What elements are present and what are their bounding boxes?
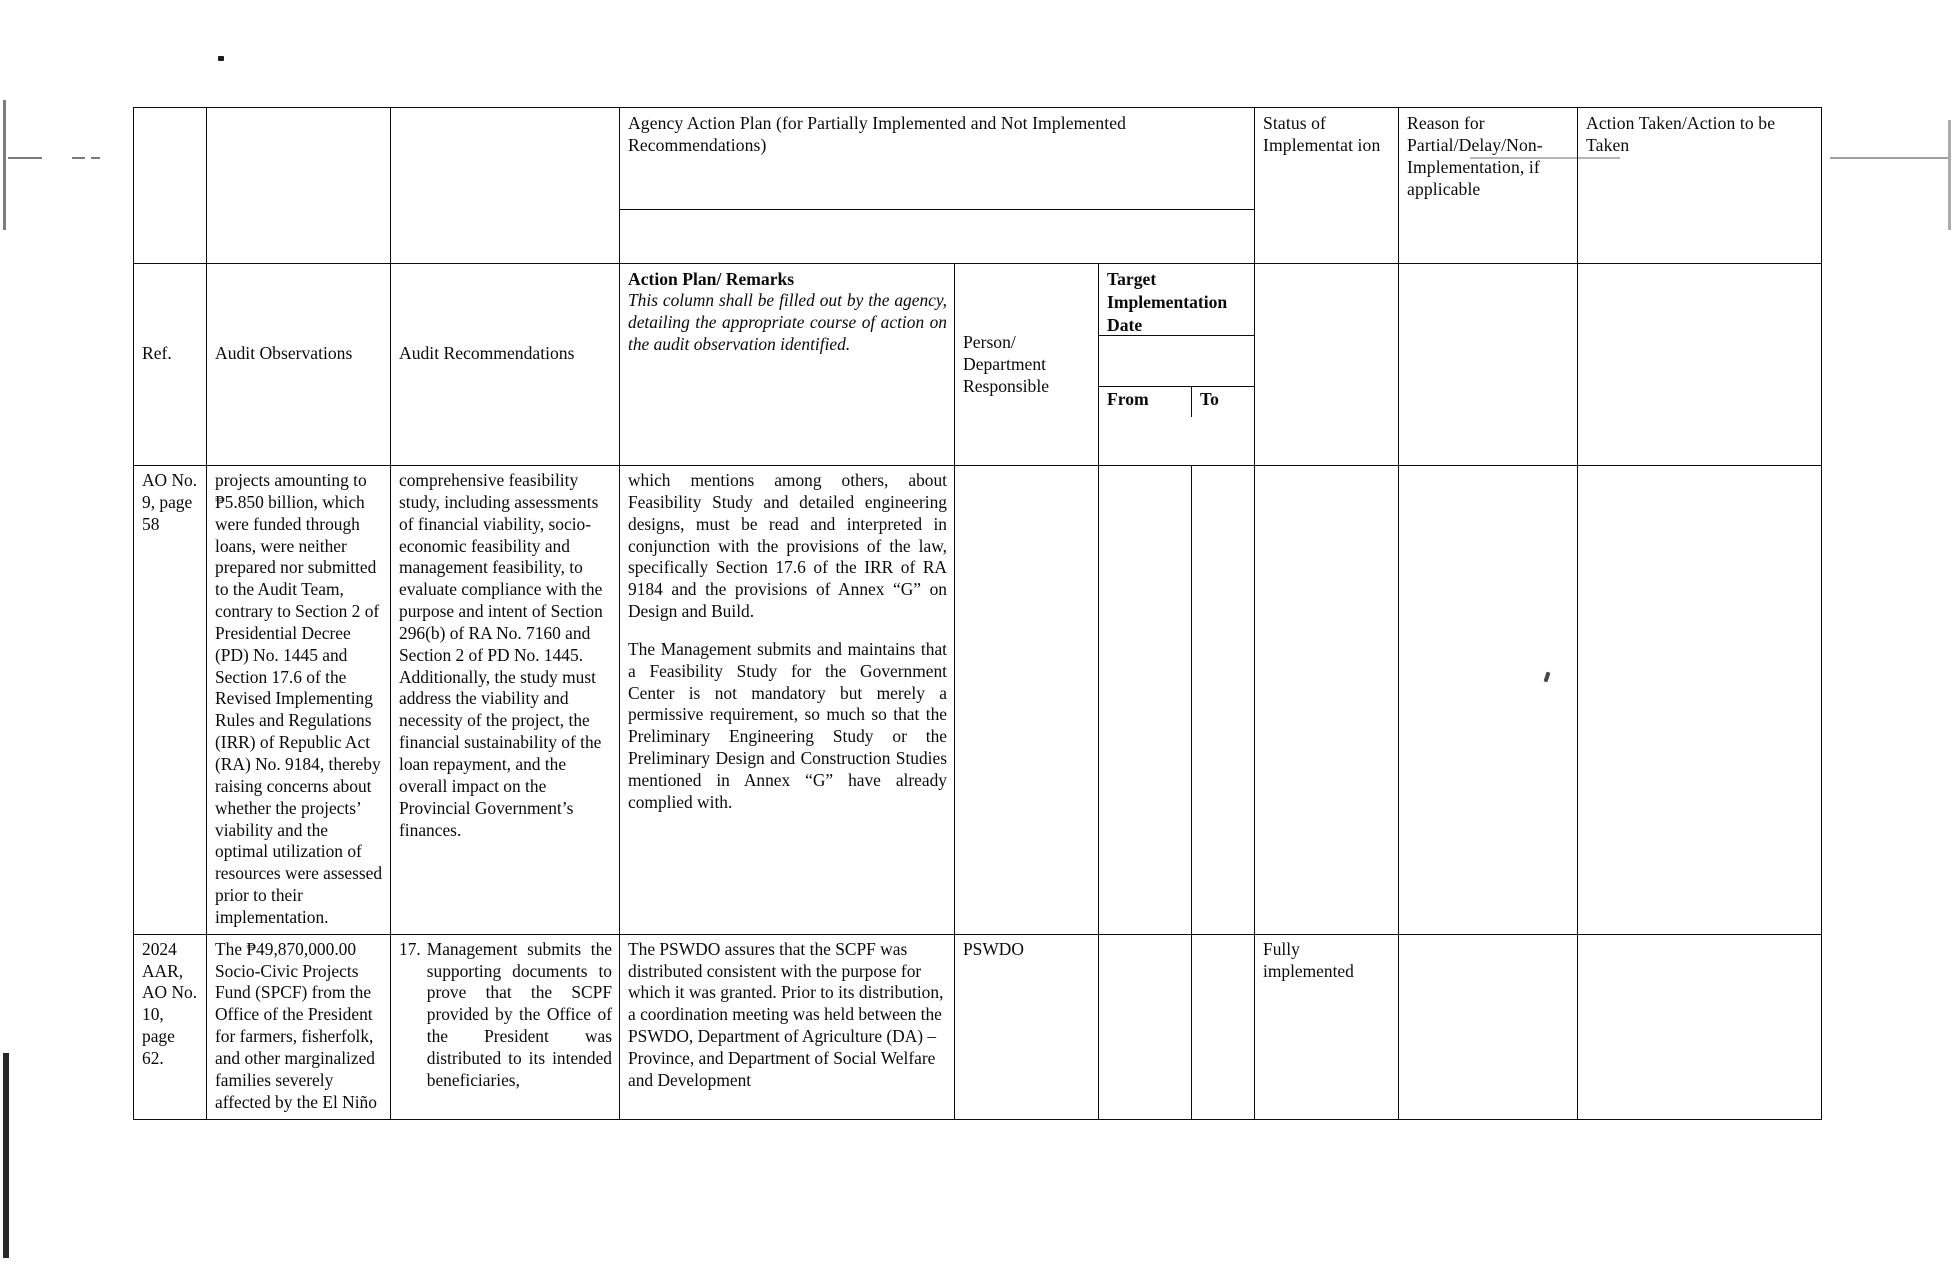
header-action-plan-remarks <box>620 264 955 466</box>
header-target-date-blank-strip <box>1099 336 1254 387</box>
cell-action-plan-paragraph-2: The Management submits and maintains that a Feasibility Study for the Government Center is not mandatory but merely a permissive requirement, so much so that the Preliminary Engineering Study or the Preliminary Design and Construction Studies mentioned in Annex “G” have already complied with. <box>628 638 947 812</box>
header-cell-ref-top <box>134 108 207 264</box>
cell-audit-recommendations: comprehensive feasibility study, including assessments of financial viability, socio-economic feasibility and management feasibility, to evaluate compliance with the purpose and intent of Section 296(b) of RA No. 7160 and Section 2 of PD No. 1445. Additionally, the study must address the viability and necessity of the project, the financial sustainability of the loan repayment, and the overall impact on the Provincial Government’s finances. <box>391 466 620 935</box>
header-reason-for-partial-delay: Reason for Partial/Delay/Non-Implementation, if applicable <box>1399 108 1578 264</box>
cell-action-taken <box>1578 466 1822 935</box>
cell-date-to <box>1192 466 1255 935</box>
scan-artifact-margin-dash-right-2 <box>1830 157 1948 159</box>
cell-action-plan-remarks <box>620 466 955 935</box>
header-from-to-strip <box>1099 387 1254 417</box>
header-person-department: Person/ Department Responsible <box>955 264 1099 466</box>
cell-date-from <box>1099 934 1192 1119</box>
cell-reason <box>1399 934 1578 1119</box>
header-action-plan-note: This column shall be filled out by the agency, detailing the appropriate course of action on the audit observation identified. <box>628 290 947 354</box>
header-cell-recommendations-top <box>391 108 620 264</box>
scan-artifact-edge-right <box>1948 120 1951 230</box>
cell-date-from <box>1099 466 1192 935</box>
header-audit-observations: Audit Observations <box>207 264 391 466</box>
header-action-plan-title: Action Plan/ Remarks <box>628 269 795 289</box>
header-status-of-implementation: Status of Implementat ion <box>1255 108 1399 264</box>
header-status-blank <box>1255 264 1399 466</box>
cell-recommendation-numbered <box>399 939 612 1092</box>
cell-ref: AO No. 9, page 58 <box>134 466 207 935</box>
cell-recommendation-text: Management submits the supporting documents to prove that the SCPF provided by the Office of the President was distributed to its intended beneficiaries, <box>426 938 612 1090</box>
cell-status <box>1255 466 1399 935</box>
header-agency-action-plan: Agency Action Plan (for Partially Implemented and Not Implemented Recommendations) <box>620 108 1255 210</box>
cell-person-department <box>955 466 1099 935</box>
audit-action-plan-table <box>133 107 1822 1120</box>
cell-ref: 2024 AAR, AO No. 10, page 62. <box>134 934 207 1119</box>
cell-action-plan-body <box>628 470 947 814</box>
header-action-taken: Action Taken/Action to be Taken <box>1578 108 1822 264</box>
scan-artifact-edge-left-upper <box>3 100 6 230</box>
cell-action-taken <box>1578 934 1822 1119</box>
cell-action-plan-paragraph-1: which mentions among others, about Feasibility Study and detailed engineering designs, must be read and interpreted in conjunction with the provisions of the law, specifically Section 17.6 of the IRR of RA 9184 and the provisions of Annex “G” on Design and Build. <box>628 470 947 622</box>
cell-person-department: PSWDO <box>955 934 1099 1119</box>
scan-artifact-margin-dash-left-3 <box>91 157 100 159</box>
scan-artifact-margin-dash-left-1 <box>8 157 42 159</box>
scan-artifact-speck-top <box>218 56 224 61</box>
header-action-taken-blank <box>1578 264 1822 466</box>
cell-audit-recommendations <box>391 934 620 1119</box>
table-header-row-columns <box>134 264 1822 466</box>
cell-audit-observations: The ₱49,870,000.00 Socio-Civic Projects Fund (SPCF) from the Office of the President for farmers, fisherfolk, and other marginalized families severely affected by the El Niño <box>207 934 391 1119</box>
cell-recommendation-number: 17. <box>399 938 421 959</box>
audit-action-plan-sheet <box>133 107 1821 1120</box>
header-reason-blank <box>1399 264 1578 466</box>
header-target-implementation-date-wrap <box>1099 264 1255 466</box>
header-target-implementation-date: Target Implementation Date <box>1107 269 1228 335</box>
header-audit-recommendations: Audit Recommendations <box>391 264 620 466</box>
header-target-implementation-date-box <box>1099 264 1254 336</box>
header-to: To <box>1200 389 1219 409</box>
cell-reason <box>1399 466 1578 935</box>
cell-date-to <box>1192 934 1255 1119</box>
header-cell-observations-top <box>207 108 391 264</box>
scan-artifact-margin-dash-left-2 <box>72 157 85 159</box>
table-row <box>134 466 1822 935</box>
cell-action-plan-remarks: The PSWDO assures that the SCPF was distributed consistent with the purpose for which it was granted. Prior to its distribution, a coordination meeting was held between the PSWDO, Department of Agriculture (DA) – Province, and Department of Social Welfare and Development <box>620 934 955 1119</box>
cell-audit-observations: projects amounting to ₱5.850 billion, which were funded through loans, were neither prepared nor submitted to the Audit Team, contrary to Section 2 of Presidential Decree (PD) No. 1445 and Section 17.6 of the Revised Implementing Rules and Regulations (IRR) of Republic Act (RA) No. 9184, thereby raising concerns about whether the projects’ viability and the optimal utilization of resources were assessed prior to their implementation. <box>207 466 391 935</box>
table-header-row-top <box>134 108 1822 210</box>
cell-status: Fully implemented <box>1255 934 1399 1119</box>
header-ref: Ref. <box>134 264 207 466</box>
table-row <box>134 934 1822 1119</box>
header-agency-action-plan-spacer <box>620 210 1255 264</box>
header-from: From <box>1099 387 1192 417</box>
scan-artifact-edge-left-lower <box>3 1053 9 1258</box>
